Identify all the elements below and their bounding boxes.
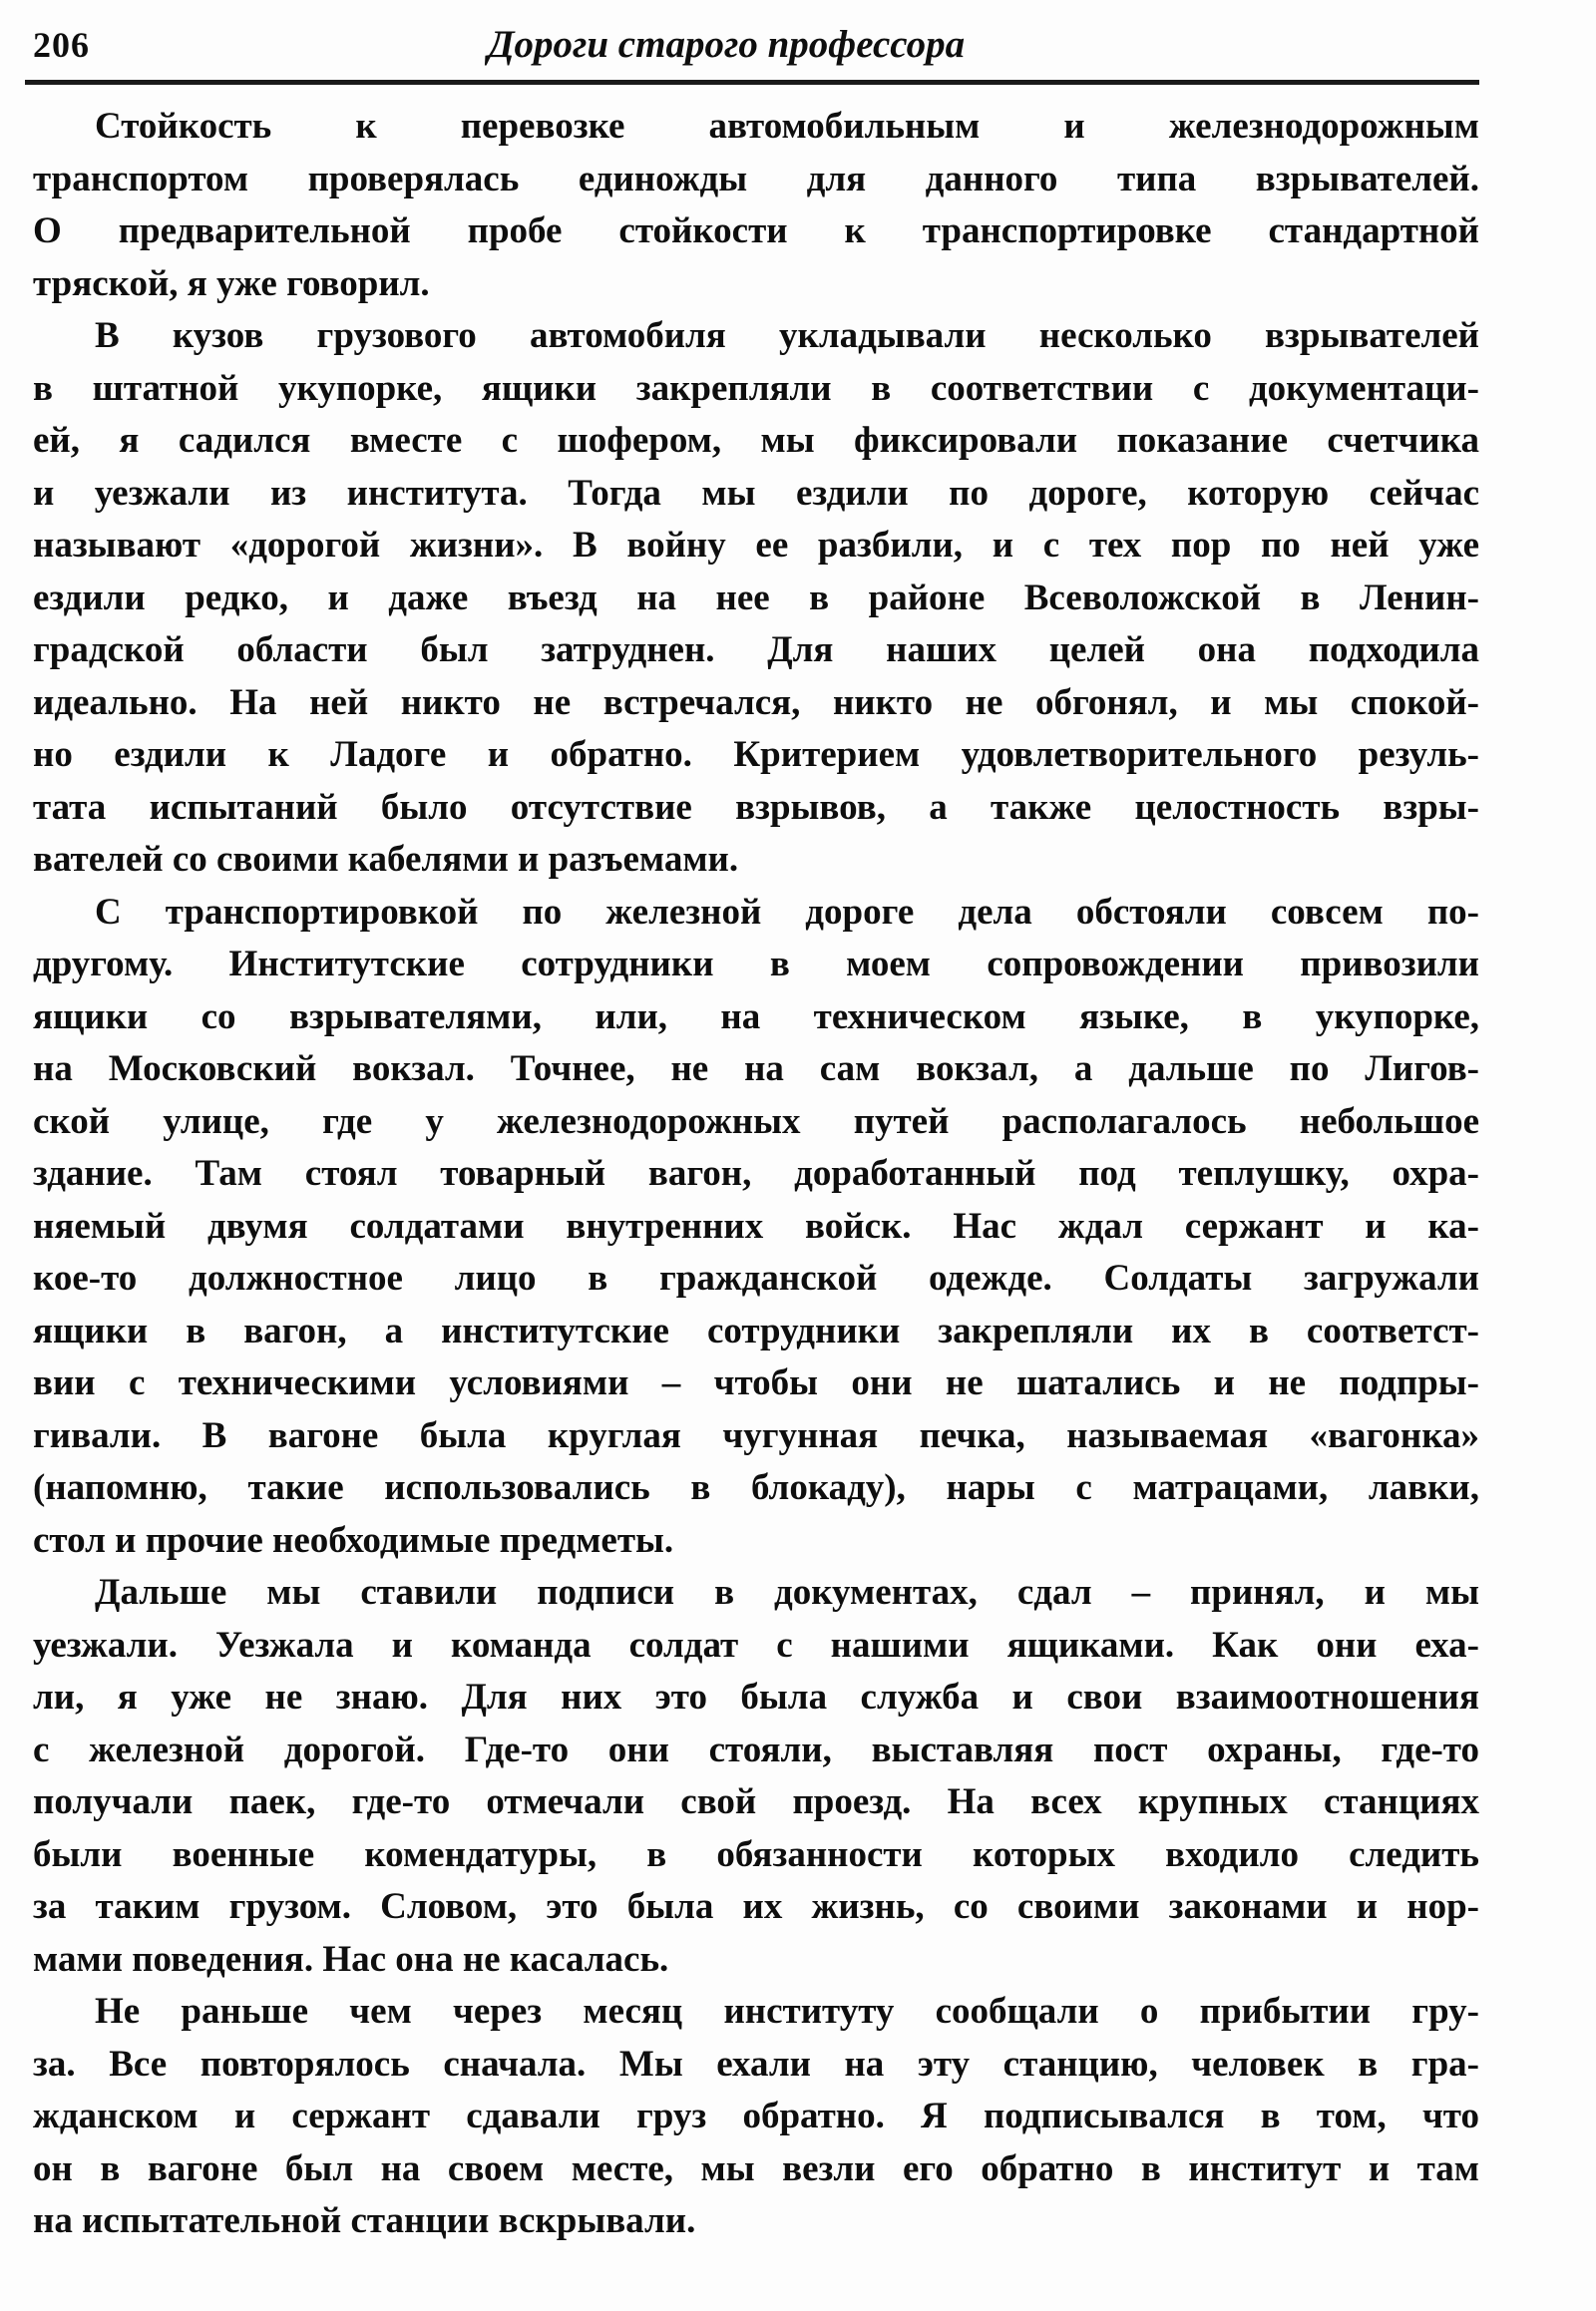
text-line: вии с техническими условиями – чтобы они не шатались и не подпры- xyxy=(33,1362,1479,1403)
text-line: ездили редко, и даже въезд на нее в районе Всеволожской в Ленин- xyxy=(33,577,1479,618)
text-line: О предварительной пробе стойкости к транспортировке стандартной xyxy=(33,210,1479,251)
text-line: с железной дорогой. Где-то они стояли, выставляя пост охраны, где-то xyxy=(33,1729,1479,1770)
text-line: жданском и сержант сдавали груз обратно. Я подписывался в том, что xyxy=(33,2096,1479,2136)
text-line: гивали. В вагоне была круглая чугунная печка, называемая «вагонка» xyxy=(33,1414,1479,1456)
text-line: кое-то должностное лицо в гражданской одежде. Солдаты загружали xyxy=(33,1258,1479,1299)
text-line: на Московский вокзал. Точнее, не на сам вокзал, а дальше по Лигов- xyxy=(33,1048,1479,1089)
text-line: идеально. На ней никто не встречался, никто не обгонял, и мы спокой- xyxy=(33,681,1479,723)
text-line: ящики со взрывателями, или, на техническом языке, в укупорке, xyxy=(33,995,1479,1037)
text-line: няемый двумя солдатами внутренних войск. Нас ждал сержант и ка- xyxy=(33,1205,1479,1247)
paragraph xyxy=(33,310,1479,887)
header-rule xyxy=(25,80,1479,85)
text-line: мами поведения. Нас она не касалась. xyxy=(33,1938,669,1980)
text-line: (напомню, такие использовались в блокаду), нары с матрацами, лавки, xyxy=(33,1467,1479,1508)
text-line: он в вагоне был на своем месте, мы везли его обратно в институт и там xyxy=(33,2147,1479,2189)
paragraph xyxy=(33,101,1479,310)
text-line: В кузов грузового автомобиля укладывали несколько взрывателей xyxy=(95,315,1479,356)
running-title: Дороги старого профессора xyxy=(487,23,966,66)
text-line: тряской, я уже говорил. xyxy=(33,262,430,304)
text-line: С транспортировкой по железной дороге дела обстояли совсем по- xyxy=(95,891,1479,933)
page-number: 206 xyxy=(33,25,90,65)
text-line: градской области был затруднен. Для наших целей она подходила xyxy=(33,629,1479,670)
text-line: в штатной укупорке, ящики закрепляли в соответствии с документаци- xyxy=(33,367,1479,409)
page-header xyxy=(33,22,1479,66)
text-line: получали паек, где-то отмечали свой проезд. На всех крупных станциях xyxy=(33,1781,1479,1822)
paragraph xyxy=(33,887,1479,1568)
paragraph xyxy=(33,1567,1479,1986)
text-line: здание. Там стоял товарный вагон, доработанный под теплушку, охра- xyxy=(33,1153,1479,1194)
page-body xyxy=(33,101,1479,2248)
text-line: тата испытаний было отсутствие взрывов, а также целостность взры- xyxy=(33,786,1479,828)
text-line: Стойкость к перевозке автомобильным и железнодорожным xyxy=(95,106,1479,147)
text-line: но ездили к Ладоге и обратно. Критерием удовлетворительного резуль- xyxy=(33,734,1479,775)
text-line: на испытательной станции вскрывали. xyxy=(33,2200,696,2241)
paragraph xyxy=(33,1986,1479,2248)
text-line: за. Все повторялось сначала. Мы ехали на эту станцию, человек в гра- xyxy=(33,2043,1479,2085)
text-line: ей, я садился вместе с шофером, мы фиксировали показание счетчика xyxy=(33,420,1479,461)
text-line: за таким грузом. Словом, это была их жизнь, со своими законами и нор- xyxy=(33,1886,1479,1927)
text-line: другому. Институтские сотрудники в моем сопровождении привозили xyxy=(33,944,1479,984)
text-line: ли, я уже не знаю. Для них это была служба и свои взаимоотношения xyxy=(33,1677,1479,1718)
text-line: вателей со своими кабелями и разъемами. xyxy=(33,839,739,880)
text-line: называют «дорогой жизни». В войну ее разбили, и с тех пор по ней уже xyxy=(33,525,1479,566)
text-line: были военные комендатуры, в обязанности которых входило следить xyxy=(33,1833,1479,1875)
text-line: уезжали. Уезжала и команда солдат с нашими ящиками. Как они еха- xyxy=(33,1624,1479,1666)
text-line: и уезжали из института. Тогда мы ездили по дороге, которую сейчас xyxy=(33,472,1479,514)
text-line: транспортом проверялась единожды для данного типа взрывателей. xyxy=(33,158,1479,199)
text-line: ской улице, где у железнодорожных путей располагалось небольшое xyxy=(33,1100,1479,1142)
text-line: Не раньше чем через месяц институту сообщали о прибытии гру- xyxy=(95,1991,1479,2032)
text-line: Дальше мы ставили подписи в документах, сдал – принял, и мы xyxy=(95,1572,1479,1613)
text-line: ящики в вагон, а институтские сотрудники закрепляли их в соответст- xyxy=(33,1310,1479,1351)
text-line: стол и прочие необходимые предметы. xyxy=(33,1519,674,1561)
